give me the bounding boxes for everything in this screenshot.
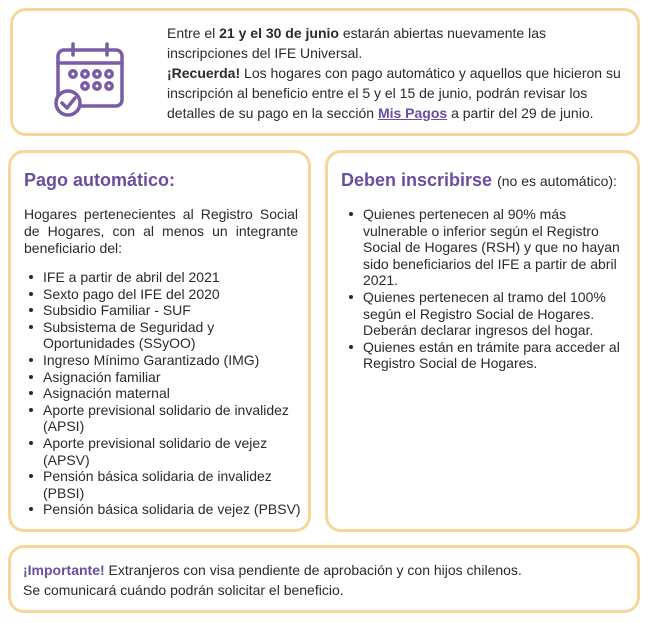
list-item: Asignación maternal [24,385,304,402]
list-item: Subsidio Familiar - SUF [24,302,304,319]
automatic-title: Pago automático: [24,170,176,190]
list-item: Subsistema de Seguridad y Oportunidades (SSyOO) [24,319,304,352]
register-subtitle: (no es automático): [497,173,617,189]
register-title [341,170,617,191]
list-item: Quienes están en trámite para acceder al Registro Social de Hogares. [344,339,632,372]
important-line2: Se comunicará cuándo podrán solicitar el beneficio. [23,582,344,598]
notice-text [167,23,627,123]
list-item: Aporte previsional solidario de vejez (APSV) [24,435,304,468]
list-item: Pensión básica solidaria de vejez (PBSV) [24,501,304,518]
list-item: Quienes pertenecen al tramo del 100% según el Registro Social de Hogares. Deberán declarar ingresos del hogar. [344,289,632,339]
important-label: ¡Importante! [23,562,105,578]
list-item: Quienes pertenecen al 90% más vulnerable o inferior según el Registro Social de Hogares (RSH) y que no hayan sido beneficiarios del IFE a partir de abril 2021. [344,206,632,289]
list-item: Aporte previsional solidario de invalidez (APSI) [24,402,304,435]
list-item: IFE a partir de abril del 2021 [24,269,304,286]
automatic-payment-card [8,150,311,532]
notice-remember-post: a partir del 29 de junio. [447,105,594,121]
notice-card [10,8,640,136]
notice-line1-pre: Entre el [167,25,220,41]
automatic-intro: Hogares pertenecientes al Registro Social de Hogares, con al menos un integrante beneficiario del: [24,206,298,256]
important-card [8,545,640,613]
important-line1: Extranjeros con visa pendiente de aprobación y con hijos chilenos. [104,562,522,578]
list-item: Asignación familiar [24,369,304,386]
notice-remember-text: Los hogares con pago automático y aquellos que hicieron su inscripción al beneficio entre el 5 y el 15 de junio, podrán revisar los detalles de su pago en la sección [167,65,621,121]
notice-line1-post: estarán abiertas nuevamente las inscripciones del IFE Universal. [167,25,546,61]
calendar-check-icon [53,41,129,117]
register-list [344,206,632,372]
list-item: Pensión básica solidaria de invalidez (PBSI) [24,468,304,501]
list-item: Sexto pago del IFE del 2020 [24,286,304,303]
important-text [23,560,623,600]
list-item: Ingreso Mínimo Garantizado (IMG) [24,352,304,369]
register-title-text: Deben inscribirse [341,170,493,190]
mis-pagos-link[interactable]: Mis Pagos [377,105,448,121]
must-register-card [325,150,640,532]
notice-date-range: 21 y el 30 de junio [219,25,339,41]
notice-remember-label: ¡Recuerda! [167,65,241,81]
automatic-list [24,269,304,518]
